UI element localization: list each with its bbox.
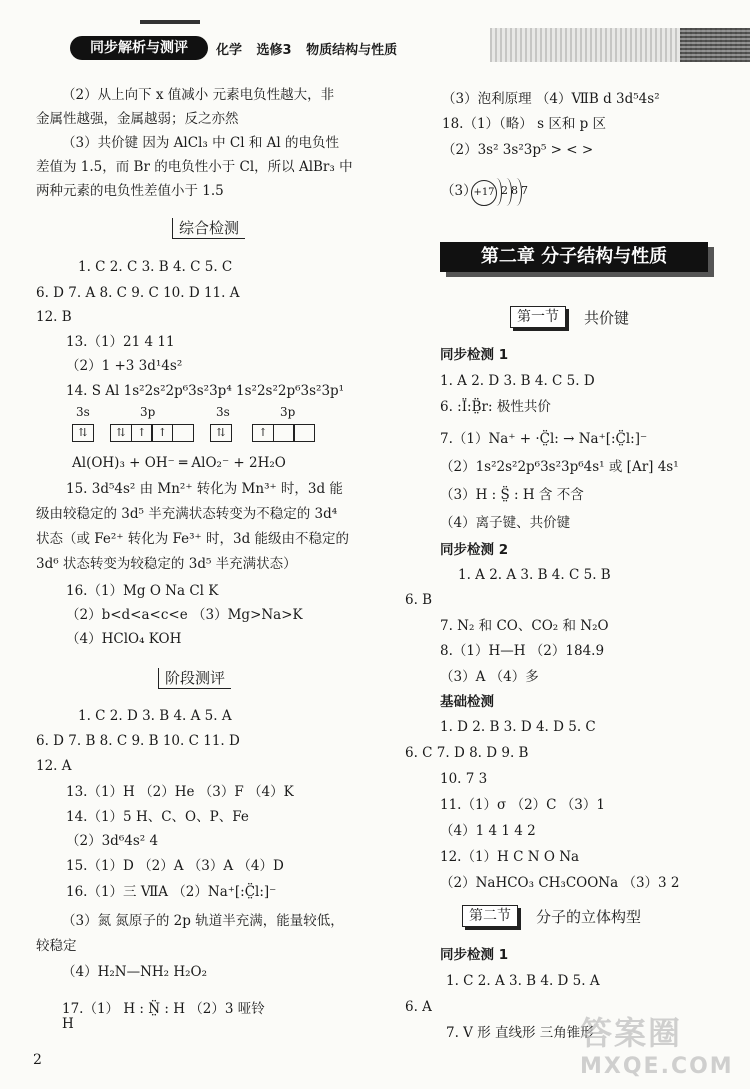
answer-line: 15.（1）D （2）A （3）A （4）D bbox=[66, 858, 284, 874]
answer-line: 差值为 1.5，而 Br 的电负性小于 Cl，所以 AlBr₃ 中 bbox=[36, 159, 353, 175]
orbital-diagram-al-3p bbox=[252, 424, 314, 442]
page-header bbox=[70, 36, 750, 62]
answer-line: 10. 7 3 bbox=[440, 771, 488, 787]
answer-line: 12. B bbox=[36, 309, 72, 325]
answer-line: 1. A 2. A 3. B 4. C 5. B bbox=[458, 567, 611, 583]
answer-line: （3）H : S̤̈ : H 含 不含 bbox=[440, 487, 584, 503]
answer-line: 6. B bbox=[405, 592, 433, 608]
section-title-stage-test: 阶段测评 bbox=[158, 668, 231, 689]
answer-line: 13.（1）H （2）He （3）F （4）K bbox=[66, 784, 294, 800]
answer-line: 7.（1）Na⁺ + ·C̤̈l: → Na⁺[:C̤̈l:]⁻ bbox=[440, 431, 648, 447]
answer-line: H bbox=[62, 1016, 74, 1032]
answer-line: （2）从上向下 x 值减小 元素电负性越大，非 bbox=[62, 87, 335, 103]
subsection-title: 同步检测 1 bbox=[440, 947, 509, 963]
orbital-box: ⇅ bbox=[110, 424, 132, 442]
answer-line: （3）泡利原理 （4）ⅦB d 3d⁵4s² bbox=[442, 91, 660, 107]
series-badge: 同步解析与测评 bbox=[70, 36, 208, 60]
answer-line: （4）离子键、共价键 bbox=[440, 515, 571, 531]
answer-line: 金属性越强，金属越弱；反之亦然 bbox=[36, 111, 239, 127]
answer-line: 18.（1）（略） s 区和 p 区 bbox=[442, 116, 607, 132]
answer-line: 12. A bbox=[36, 758, 72, 774]
orbital-box: ↑ bbox=[151, 424, 173, 442]
answer-line: （2）1s²2s²2p⁶3s²3p⁶4s¹ 或 [Ar] 4s¹ bbox=[440, 459, 679, 475]
orbital-label: 3s bbox=[216, 405, 230, 419]
answer-line: 6. C 7. D 8. D 9. B bbox=[405, 745, 529, 761]
subsection-title: 基础检测 bbox=[440, 694, 494, 710]
answer-line: 14.（1）5 H、C、O、P、Fe bbox=[66, 809, 249, 825]
atom-structure-diagram bbox=[441, 178, 531, 208]
answer-line: （3）氮 氮原子的 2p 轨道半充满，能量较低， bbox=[62, 913, 344, 929]
answer-line: 1. C 2. C 3. B 4. C 5. C bbox=[78, 259, 233, 275]
answer-line: 16.（1）三 ⅦA （2）Na⁺[:C̤̈l:]⁻ bbox=[66, 884, 277, 900]
answer-line: 级由较稳定的 3d⁵ 半充满状态转变为不稳定的 3d⁴ bbox=[36, 506, 338, 522]
orbital-box: ⇅ bbox=[210, 424, 232, 442]
orbital-box: ↑ bbox=[252, 424, 274, 442]
answer-line: 状态（或 Fe²⁺ 转化为 Fe³⁺ 时，3d 能级由不稳定的 bbox=[36, 531, 349, 547]
answer-line: 6. D 7. B 8. C 9. B 10. C 11. D bbox=[36, 733, 240, 749]
answer-line: （3） bbox=[441, 183, 477, 199]
answer-line: （4）1 4 1 4 2 bbox=[440, 823, 536, 839]
answer-line: 12.（1）H C N O Na bbox=[440, 849, 580, 865]
answer-line: 3d⁶ 状态转变为较稳定的 3d⁵ 半充满状态） bbox=[36, 556, 297, 572]
header-subtitle bbox=[216, 39, 407, 58]
atom-nucleus: +17 bbox=[471, 180, 497, 206]
orbital-box bbox=[273, 424, 295, 442]
answer-line: 1. C 2. A 3. B 4. D 5. A bbox=[446, 973, 600, 989]
answer-line: 7. N₂ 和 CO、CO₂ 和 N₂O bbox=[440, 618, 609, 634]
orbital-label: 3p bbox=[280, 405, 296, 419]
header-subject: 化学 bbox=[216, 43, 243, 58]
shell-electron-count: 2 bbox=[501, 184, 508, 197]
orbital-diagram-al-3s bbox=[210, 424, 231, 442]
answer-line: 17.（1） H : N̤̈ : H （2）3 哑铃 bbox=[62, 1001, 265, 1017]
answer-line: 较稳定 bbox=[36, 938, 77, 954]
answer-line: 1. A 2. D 3. B 4. C 5. D bbox=[440, 373, 595, 389]
answer-line: 7. V 形 直线形 三角锥形 bbox=[446, 1025, 594, 1041]
answer-line: 15. 3d⁵4s² 由 Mn²⁺ 转化为 Mn³⁺ 时，3d 能 bbox=[66, 481, 343, 497]
orbital-label: 3p bbox=[140, 405, 156, 419]
shell-electron-count: 7 bbox=[521, 184, 528, 197]
header-book: 物质结构与性质 bbox=[306, 43, 398, 58]
answer-line: 11.（1）σ （2）C （3）1 bbox=[440, 797, 605, 813]
answer-line: 1. D 2. B 3. D 4. D 5. C bbox=[440, 719, 596, 735]
answer-line: （2）b<d<a<c<e （3）Mg>Na>K bbox=[66, 607, 303, 623]
answer-line: （3）A （4）多 bbox=[440, 669, 539, 685]
orbital-box bbox=[293, 424, 315, 442]
answer-line: 6. D 7. A 8. C 9. C 10. D 11. A bbox=[36, 285, 240, 301]
subsection-title: 同步检测 1 bbox=[440, 347, 509, 363]
header-decoration bbox=[140, 20, 200, 24]
orbital-box: ↑ bbox=[131, 424, 153, 442]
orbital-diagram-s-3p bbox=[110, 424, 193, 442]
chapter-title: 第二章 分子结构与性质 bbox=[440, 242, 708, 272]
header-texture-dark bbox=[680, 28, 750, 62]
answer-line: 6. :Ï:B̤̈r: 极性共价 bbox=[440, 399, 551, 415]
answer-line: 两种元素的电负性差值小于 1.5 bbox=[36, 183, 224, 199]
answer-line: 13.（1）21 4 11 bbox=[66, 334, 175, 350]
watermark-text: 答案圈 bbox=[580, 1014, 683, 1052]
section-title: 共价键 bbox=[584, 309, 630, 327]
section-title: 分子的立体构型 bbox=[536, 908, 642, 926]
section-label: 第一节 bbox=[510, 306, 566, 328]
answer-line: （4）HClO₄ KOH bbox=[66, 631, 182, 647]
section-label: 第二节 bbox=[462, 905, 518, 927]
watermark-url: MXQE.COM bbox=[580, 1054, 734, 1079]
answer-line: （4）H₂N—NH₂ H₂O₂ bbox=[62, 964, 208, 980]
header-course: 选修3 bbox=[256, 43, 292, 58]
answer-line: 14. S Al 1s²2s²2p⁶3s²3p⁴ 1s²2s²2p⁶3s²3p¹ bbox=[66, 383, 345, 399]
answer-line: 16.（1）Mg O Na Cl K bbox=[66, 583, 219, 599]
answer-line: 1. C 2. D 3. B 4. A 5. A bbox=[78, 708, 232, 724]
answer-line: （2）NaHCO₃ CH₃COONa （3）3 2 bbox=[440, 875, 680, 891]
answer-line: Al(OH)₃ + OH⁻ ═ AlO₂⁻ + 2H₂O bbox=[72, 455, 286, 471]
orbital-label: 3s bbox=[76, 405, 90, 419]
orbital-box bbox=[172, 424, 194, 442]
watermark-logo bbox=[580, 1008, 740, 1082]
shell-electron-count: 8 bbox=[511, 184, 518, 197]
answer-line: 6. A bbox=[405, 999, 432, 1015]
orbital-diagram-s-3s bbox=[72, 424, 93, 442]
answer-line: 8.（1）H—H （2）184.9 bbox=[440, 643, 605, 659]
answer-line: （2）3s² 3s²3p⁵ > < > bbox=[442, 142, 594, 158]
subsection-title: 同步检测 2 bbox=[440, 542, 509, 558]
answer-line: （3）共价键 因为 AlCl₃ 中 Cl 和 Al 的电负性 bbox=[62, 135, 339, 151]
page-number: 2 bbox=[33, 1052, 42, 1068]
orbital-box: ⇅ bbox=[72, 424, 94, 442]
section-title-comprehensive: 综合检测 bbox=[172, 218, 245, 239]
answer-line: （2）1 +3 3d¹4s² bbox=[66, 358, 183, 374]
answer-line: （2）3d⁶4s² 4 bbox=[66, 833, 159, 849]
